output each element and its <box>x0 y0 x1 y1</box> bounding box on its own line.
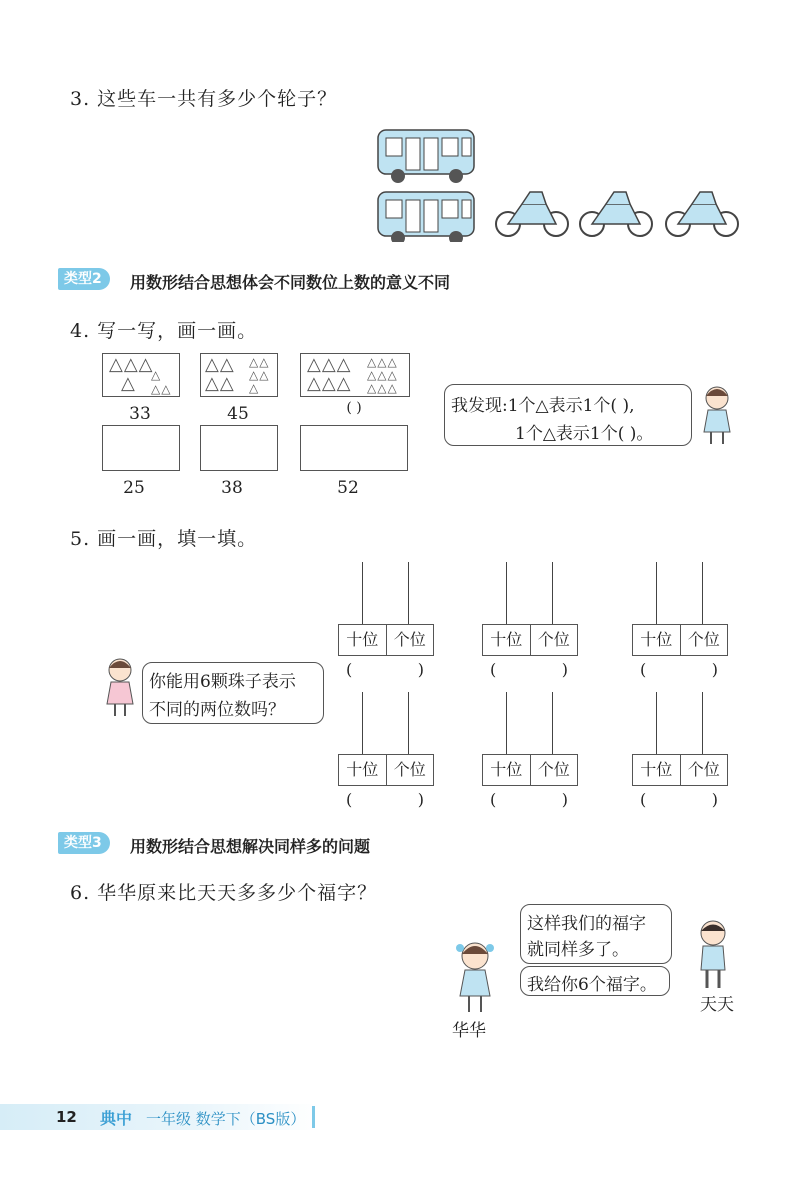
triangle-box-33 <box>102 353 180 397</box>
speech-line-2: 就同样多了。 <box>527 940 629 960</box>
question-3: 3. 这些车一共有多少个轮子？ <box>70 88 338 110</box>
answer-blank[interactable]: ( ) <box>490 660 568 679</box>
ones-label: 个位 <box>393 630 426 649</box>
tens-label: 十位 <box>633 755 681 785</box>
question-4: 4. 写一写，画一画。 <box>70 320 258 342</box>
small-triangles-icon: △ △△ <box>151 368 172 396</box>
speech-line-3: 我给你6个福字。 <box>527 975 657 995</box>
name-tiantian: 天天 <box>700 995 734 1015</box>
discovery-line-2: 1个△表示1个( )。 <box>515 424 654 444</box>
abacus-base <box>338 754 434 786</box>
beads-line-1: 你能用6颗珠子表示 <box>149 672 296 692</box>
page-number: 12 <box>56 1108 77 1126</box>
triangle-box-45 <box>200 353 278 397</box>
section-tag-3: 类型3 <box>58 832 110 854</box>
ones-rod[interactable] <box>408 692 409 756</box>
box-label-blank: ( ) <box>346 400 362 416</box>
tens-label: 十位 <box>339 625 387 655</box>
ones-rod[interactable] <box>552 562 553 626</box>
box-label-33: 33 <box>129 404 151 424</box>
ones-label: 个位 <box>537 760 570 779</box>
answer-blank[interactable]: ( ) <box>490 790 568 809</box>
large-triangles-icon: △ <box>121 373 136 394</box>
ones-rod[interactable] <box>702 562 703 626</box>
tens-label: 十位 <box>633 625 681 655</box>
vehicles-illustration <box>376 126 746 242</box>
answer-blank[interactable]: ( ) <box>346 660 424 679</box>
speech-bubble-huahua <box>520 966 670 996</box>
large-triangles-icon: △△△ <box>307 354 352 375</box>
abacus-base <box>632 754 728 786</box>
girl-huahua-icon <box>450 940 500 1016</box>
small-triangles-icon: △△△ △△△ △△△ <box>367 355 398 395</box>
bus-icon <box>378 130 474 183</box>
large-triangles-icon: △△ <box>205 354 235 375</box>
tens-rod[interactable] <box>656 692 657 756</box>
tens-label: 十位 <box>483 755 531 785</box>
answer-blank[interactable]: ( ) <box>640 660 718 679</box>
tens-rod[interactable] <box>362 692 363 756</box>
question-6: 6. 华华原来比天天多多少个福字？ <box>70 882 378 904</box>
section-title-2: 用数形结合思想体会不同数位上数的意义不同 <box>130 273 451 292</box>
discovery-line-1: 我发现:1个△表示1个( ), <box>451 396 635 416</box>
beads-bubble <box>142 662 324 724</box>
question-5: 5. 画一画，填一填。 <box>70 528 258 550</box>
draw-box-38[interactable] <box>200 425 278 471</box>
tens-rod[interactable] <box>506 692 507 756</box>
section-title-3: 用数形结合思想解决同样多的问题 <box>130 837 371 856</box>
draw-box-25[interactable] <box>102 425 180 471</box>
draw-label-25: 25 <box>123 478 145 498</box>
draw-label-52: 52 <box>337 478 359 498</box>
abacus-base <box>632 624 728 656</box>
boy-tiantian-icon <box>690 918 736 990</box>
large-triangles-icon: △△ <box>205 373 235 394</box>
ones-label: 个位 <box>687 630 720 649</box>
ones-label: 个位 <box>537 630 570 649</box>
ones-rod[interactable] <box>408 562 409 626</box>
motorcycle-icon <box>496 192 568 236</box>
name-huahua: 华华 <box>452 1021 486 1041</box>
abacus-base <box>482 624 578 656</box>
ones-rod[interactable] <box>552 692 553 756</box>
ones-rod[interactable] <box>702 692 703 756</box>
box-label-45: 45 <box>227 404 249 424</box>
draw-box-52[interactable] <box>300 425 408 471</box>
abacus-base <box>482 754 578 786</box>
ones-label: 个位 <box>687 760 720 779</box>
abacus-base <box>338 624 434 656</box>
discovery-bubble <box>444 384 692 446</box>
ones-label: 个位 <box>393 760 426 779</box>
book-title: 一年级 数学下（BS版） <box>146 1110 306 1128</box>
triangle-box-blank <box>300 353 410 397</box>
tens-rod[interactable] <box>656 562 657 626</box>
footer-divider <box>312 1106 315 1128</box>
large-triangles-icon: △△△ <box>307 373 352 394</box>
tens-rod[interactable] <box>506 562 507 626</box>
section-tag-2: 类型2 <box>58 268 110 290</box>
large-triangles-icon: △△△ <box>109 354 154 375</box>
tens-label: 十位 <box>483 625 531 655</box>
tens-rod[interactable] <box>362 562 363 626</box>
speech-line-1: 这样我们的福字 <box>527 914 646 934</box>
answer-blank[interactable]: ( ) <box>640 790 718 809</box>
speech-bubble-tiantian <box>520 904 672 964</box>
draw-label-38: 38 <box>221 478 243 498</box>
motorcycle-icon <box>666 192 738 236</box>
tens-label: 十位 <box>339 755 387 785</box>
brand-logo: 典中 <box>100 1109 133 1128</box>
answer-blank[interactable]: ( ) <box>346 790 424 809</box>
small-triangles-icon: △△ △△ △ <box>249 355 270 395</box>
bus-icon <box>378 192 474 242</box>
motorcycle-icon <box>580 192 652 236</box>
girl-icon <box>694 384 740 446</box>
beads-line-2: 不同的两位数吗？ <box>149 700 285 720</box>
girl-icon <box>102 656 138 718</box>
